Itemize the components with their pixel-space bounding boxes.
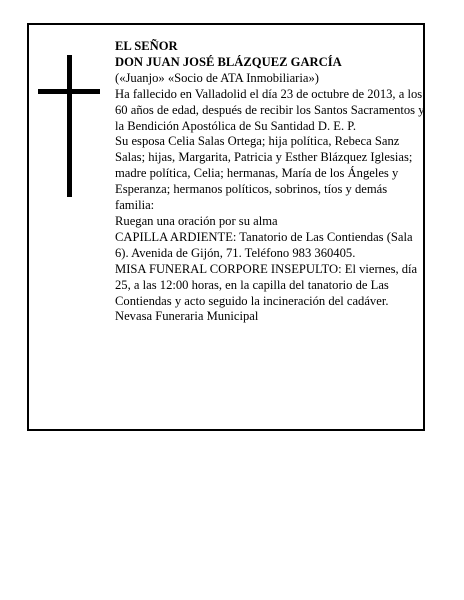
nickname: («Juanjo» «Socio de ATA Inmobiliaria») xyxy=(115,70,319,85)
funeral-info: MISA FUNERAL CORPORE INSEPULTO: El viernes, día 25, a las 12:00 horas, en la capilla del tanatorio de Las Contiendas y acto seguido la incineración del cadáver. xyxy=(115,261,418,308)
funeral-home: Nevasa Funeraria Municipal xyxy=(115,309,259,324)
title: EL SEÑOR xyxy=(115,39,178,53)
family-list: Su esposa Celia Salas Ortega; hija política, Rebeca Sanz Salas; hijas, Margarita, Patricia y Esther Blázquez Iglesias; madre política, Celia; hermanas, María de los Ángeles y Esperanza; hermanos políticos, sobrinos, tíos y demás familia: xyxy=(115,134,413,213)
death-announcement: Ha fallecido en Valladolid el día 23 de octubre de 2013, a los 60 años de edad, después de recibir los Santos Sacramentos y la Bendición Apostólica de Su Santidad D. E. P. xyxy=(115,86,425,133)
cross-icon xyxy=(38,55,100,197)
cross-vertical-bar xyxy=(67,55,72,197)
prayer-request: Ruegan una oración por su alma xyxy=(115,213,278,228)
obituary-text xyxy=(115,39,425,325)
obituary-notice xyxy=(27,23,425,431)
chapel-info: CAPILLA ARDIENTE: Tanatorio de Las Contiendas (Sala 6). Avenida de Gijón, 71. Teléfono 983 360405. xyxy=(115,229,413,260)
cross-horizontal-bar xyxy=(38,89,100,94)
deceased-name: DON JUAN JOSÉ BLÁZQUEZ GARCÍA xyxy=(115,54,342,69)
